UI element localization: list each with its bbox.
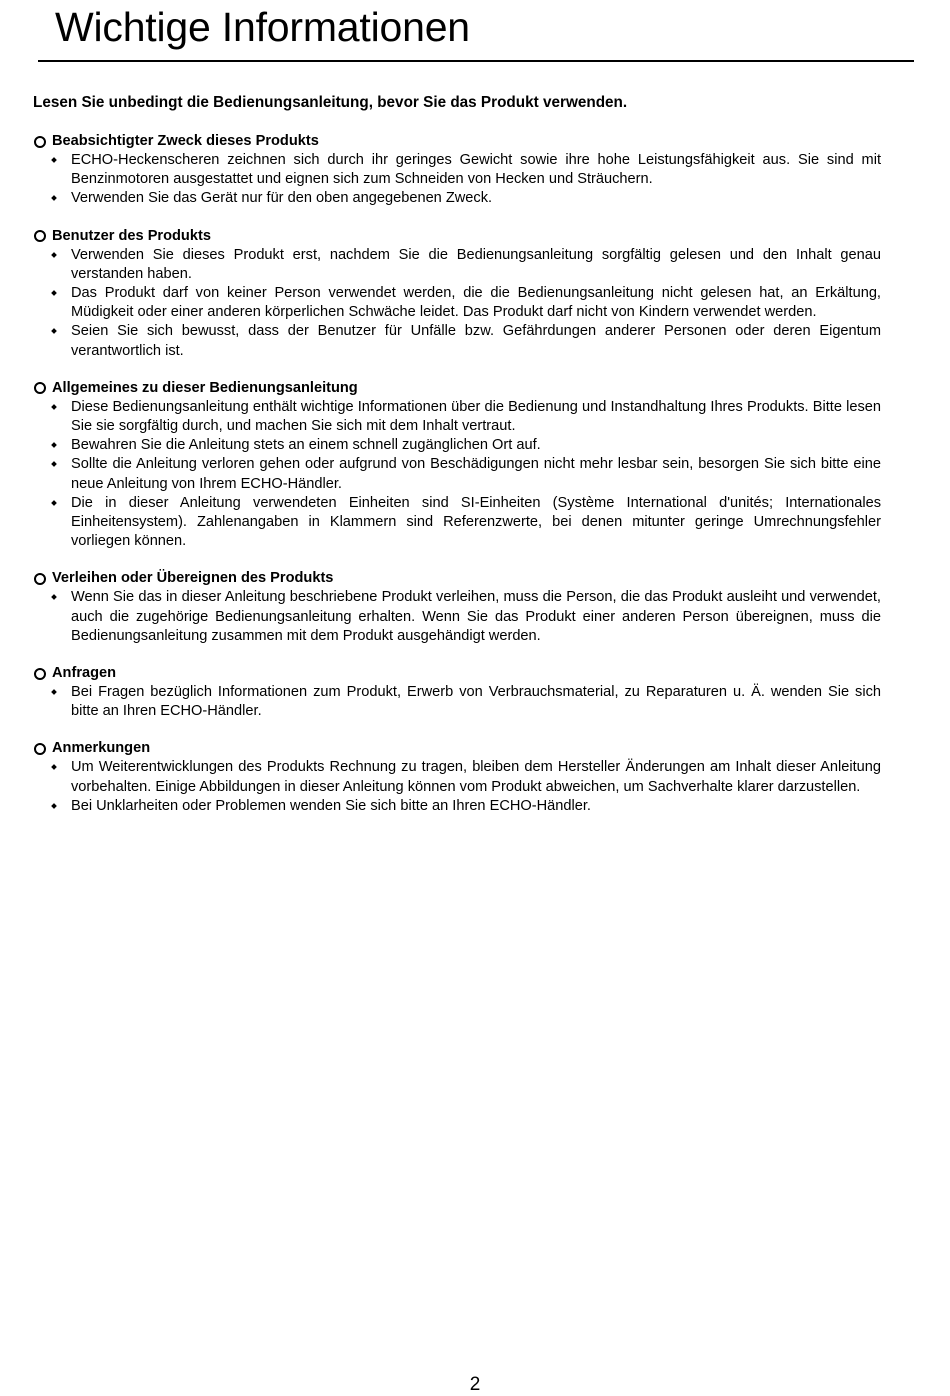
title-divider: [38, 60, 914, 62]
bullet-list: [33, 758, 893, 816]
circle-bullet-icon: [34, 573, 46, 585]
list-item: [33, 284, 881, 322]
bullet-list: [33, 683, 893, 721]
list-item-text: Das Produkt darf von keiner Person verwendet werden, die die Bedienungsanleitung nicht gelesen hat, an Erkältung, Müdigkeit oder einer anderen körperlichen Schwäche leidet. Das Produkt darf nicht von Kindern verwendet werden.: [71, 285, 881, 321]
diamond-bullet-icon: [51, 500, 57, 506]
diamond-bullet-icon: [51, 196, 57, 202]
section-heading-text: Beabsichtigter Zweck dieses Produkts: [52, 133, 319, 149]
section-remarks: [33, 739, 893, 816]
list-item: [33, 398, 881, 436]
section-product-users: [33, 227, 893, 361]
list-item-text: Die in dieser Anleitung verwendeten Einheiten sind SI-Einheiten (Système International d'unités; Internationales Einheitensystem). Zahlenangaben in Klammern sind Referenzwerte, bei denen mitunter geringe Umrechnungsfehler vorliegen können.: [71, 494, 881, 550]
section-inquiries: [33, 664, 893, 721]
bullet-list: [33, 246, 893, 361]
list-item: [33, 494, 881, 552]
list-item-text: Um Weiterentwicklungen des Produkts Rechnung zu tragen, bleiben dem Hersteller Änderungen am Inhalt dieser Anleitung vorbehalten. Einige Abbildungen in dieser Anleitung können vom Produkt abweichen, um Sachverhalte klarer darzustellen.: [71, 759, 881, 795]
section-heading: [33, 664, 893, 683]
section-heading-text: Anfragen: [52, 665, 117, 682]
circle-bullet-icon: [34, 668, 46, 680]
bullet-list: [33, 588, 893, 646]
diamond-bullet-icon: [51, 157, 57, 163]
bullet-list: [33, 398, 893, 552]
list-item-text: ECHO-Heckenscheren zeichnen sich durch ihr geringes Gewicht sowie ihre hohe Leistungsfähigkeit aus. Sie sind mit Benzinmotoren ausgestattet und eignen sich zum Schneiden von Hecken und Sträuchern.: [71, 152, 881, 188]
list-item: [33, 683, 881, 721]
diamond-bullet-icon: [51, 803, 57, 809]
circle-bullet-icon: [34, 230, 46, 242]
circle-bullet-icon: [34, 382, 46, 394]
list-item-text: Wenn Sie das in dieser Anleitung beschriebene Produkt verleihen, muss die Person, die das Produkt ausleiht und verwendet, auch die zugehörige Bedienungsanleitung erhalten. Wenn Sie das Produkt einer anderen Person übereignen, muss die Bedienungsanleitung zusammen mit dem Produkt ausgehändigt werden.: [71, 589, 881, 644]
diamond-bullet-icon: [51, 689, 57, 695]
list-item: [33, 246, 881, 284]
section-heading: [33, 227, 893, 246]
list-item: [33, 758, 881, 796]
section-lending-transfer: [33, 569, 893, 646]
list-item: [33, 189, 881, 208]
diamond-bullet-icon: [51, 290, 57, 296]
list-item-text: Seien Sie sich bewusst, dass der Benutzer für Unfälle bzw. Gefährdungen anderer Personen oder deren Eigentum verantwortlich ist.: [71, 323, 881, 359]
diamond-bullet-icon: [51, 595, 57, 601]
section-heading-text: Allgemeines zu dieser Bedienungsanleitung: [52, 379, 358, 396]
diamond-bullet-icon: [51, 462, 57, 468]
section-heading-text: Benutzer des Produkts: [52, 227, 211, 244]
list-item-text: Verwenden Sie dieses Produkt erst, nachdem Sie die Bedienungsanleitung sorgfältig gelesen und den Inhalt genau verstanden haben.: [71, 246, 881, 282]
list-item-text: Sollte die Anleitung verloren gehen oder aufgrund von Beschädigungen nicht mehr lesbar sein, besorgen Sie sich bitte eine neue Anleitung von Ihrem ECHO-Händler.: [71, 456, 881, 492]
diamond-bullet-icon: [51, 329, 57, 335]
list-item-text: Diese Bedienungsanleitung enthält wichtige Informationen über die Bedienung und Instandhaltung Ihres Produkts. Bitte lesen Sie sie sorgfältig durch, und machen Sie sich mit dem Inhalt vertraut.: [71, 398, 881, 435]
section-intended-purpose: [33, 132, 893, 209]
list-item: [33, 797, 881, 816]
page-number: 2: [469, 1374, 481, 1395]
circle-bullet-icon: [34, 743, 46, 755]
diamond-bullet-icon: [51, 252, 57, 258]
list-item: [33, 436, 881, 455]
list-item-text: Bei Fragen bezüglich Informationen zum Produkt, Erwerb von Verbrauchsmaterial, zu Reparaturen u. Ä. wenden Sie sich bitte an Ihren ECHO-Händler.: [71, 684, 881, 720]
section-heading: [33, 132, 893, 151]
list-item: [33, 322, 881, 360]
section-heading: [33, 739, 893, 758]
diamond-bullet-icon: [51, 404, 57, 410]
list-item-text: Verwenden Sie das Gerät nur für den oben angegebenen Zweck.: [71, 190, 493, 207]
list-item-text: Bei Unklarheiten oder Problemen wenden Sie sich bitte an Ihren ECHO-Händler.: [71, 797, 591, 814]
bullet-list: [33, 151, 893, 209]
section-heading-text: Anmerkungen: [52, 740, 151, 757]
intro-notice: Lesen Sie unbedingt die Bedienungsanleitung, bevor Sie das Produkt verwenden.: [33, 94, 628, 111]
diamond-bullet-icon: [51, 442, 57, 448]
list-item: [33, 151, 881, 189]
list-item-text: Bewahren Sie die Anleitung stets an einem schnell zugänglichen Ort auf.: [71, 437, 541, 454]
section-heading: [33, 379, 893, 398]
section-manual-general: [33, 379, 893, 552]
section-heading: [33, 569, 893, 588]
circle-bullet-icon: [34, 136, 46, 148]
diamond-bullet-icon: [51, 765, 57, 771]
document-body: [33, 93, 893, 834]
section-heading-text: Verleihen oder Übereignen des Produkts: [52, 570, 334, 587]
list-item: [33, 588, 881, 646]
page-title: Wichtige Informationen: [55, 4, 470, 50]
list-item: [33, 455, 881, 493]
